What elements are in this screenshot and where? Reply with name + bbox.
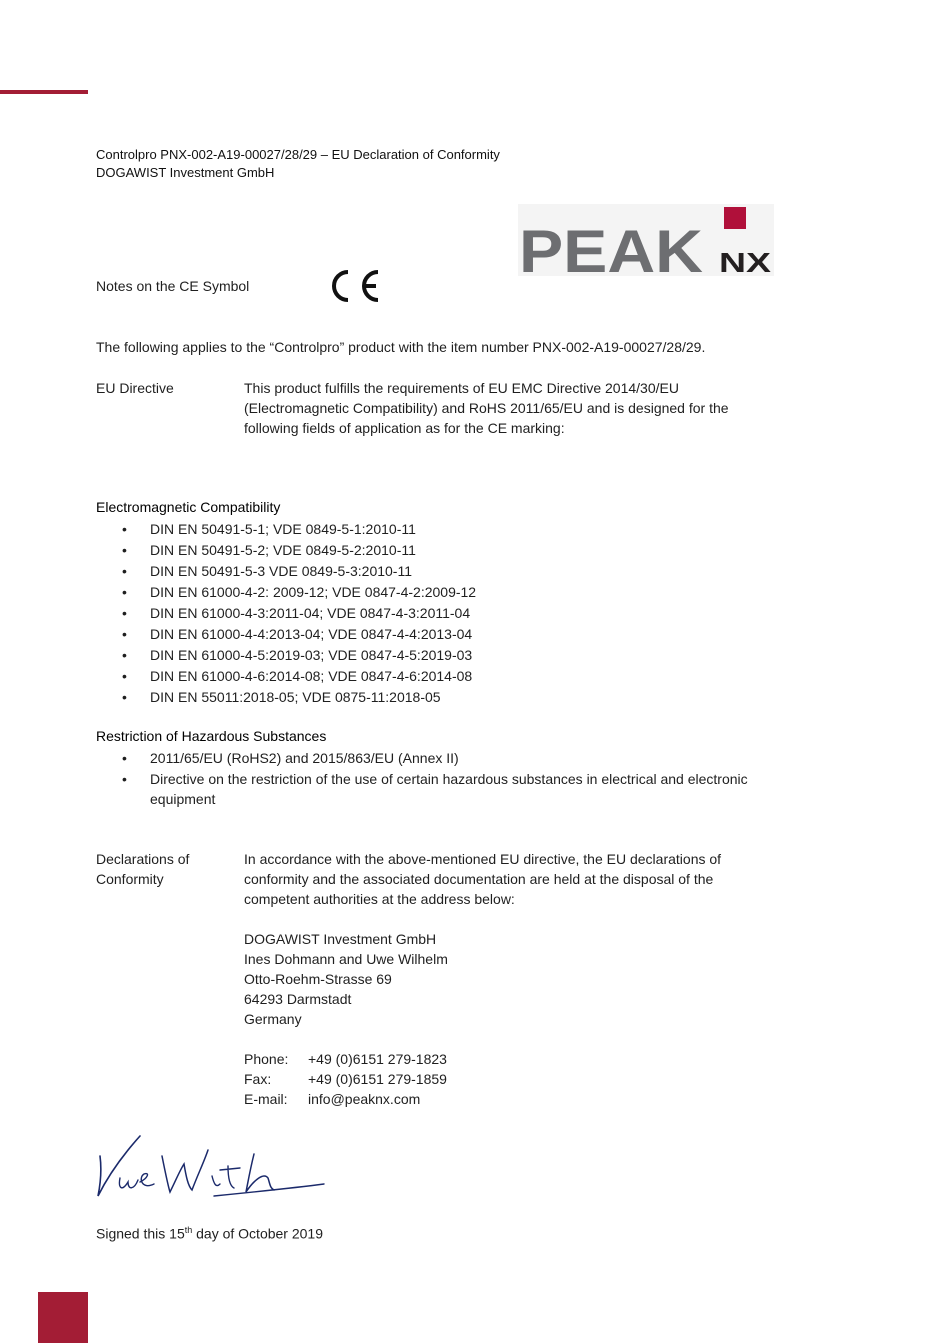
address-block: [244, 929, 774, 1029]
ce-mark-icon: [326, 266, 382, 306]
address-company: DOGAWIST Investment GmbH: [244, 931, 437, 947]
list-item: • DIN EN 61000-4-4:2013-04; VDE 0847-4-4:2013-04: [122, 626, 473, 642]
accent-block: [38, 1292, 88, 1343]
address-country: Germany: [244, 1011, 302, 1027]
list-item: • DIN EN 61000-4-6:2014-08; VDE 0847-4-6:2014-08: [122, 668, 473, 684]
ce-notes-label: Notes on the CE Symbol: [96, 278, 250, 294]
email-row: E-mail: info@peaknx.com: [244, 1091, 421, 1107]
handwritten-signature: [94, 1126, 330, 1206]
list-item: • DIN EN 61000-4-2: 2009-12; VDE 0847-4-2:2009-12: [122, 584, 477, 600]
list-item: • DIN EN 61000-4-3:2011-04; VDE 0847-4-3:2011-04: [122, 605, 471, 621]
address-city: 64293 Darmstadt: [244, 991, 352, 1007]
list-item: • DIN EN 50491-5-2; VDE 0849-5-2:2010-11: [122, 542, 416, 558]
list-item: • DIN EN 50491-5-3 VDE 0849-5-3:2010-11: [122, 563, 413, 579]
list-item: • DIN EN 61000-4-5:2019-03; VDE 0847-4-5:2019-03: [122, 647, 473, 663]
rohs-title: Restriction of Hazardous Substances: [96, 728, 327, 744]
emc-title: Electromagnetic Compatibility: [96, 499, 281, 515]
peaknx-logo: [518, 204, 774, 276]
document-header: [96, 146, 500, 182]
signed-date: Signed this 15th day of October 2019: [96, 1225, 324, 1242]
directive-label: EU Directive: [96, 380, 174, 396]
fax-row: Fax: +49 (0)6151 279-1859: [244, 1071, 447, 1087]
header-title: Controlpro PNX-002-A19-00027/28/29 – EU Declaration of Conformity: [96, 147, 500, 162]
phone-row: Phone: +49 (0)6151 279-1823: [244, 1051, 447, 1067]
declarations-text: In accordance with the above-mentioned EU directive, the EU declarations of conformity and the associated documentation are held at the disposal of the competent authorities at the address below:: [244, 851, 722, 907]
rohs-list: [116, 748, 750, 810]
list-item: • DIN EN 55011:2018-05; VDE 0875-11:2018-05: [122, 689, 441, 705]
address-contacts: Ines Dohmann and Uwe Wilhelm: [244, 951, 448, 967]
svg-text:NX: NX: [719, 247, 772, 276]
email-link[interactable]: info@peaknx.com: [308, 1091, 421, 1107]
intro-text: The following applies to the “Controlpro” product with the item number PNX-002-A19-00027/28/29.: [96, 339, 706, 355]
directive-text: This product fulfills the requirements of EU EMC Directive 2014/30/EU (Electromagnetic Compatibility) and RoHS 2011/65/EU and is designed for the following fields of application as for the CE marking:: [244, 380, 729, 436]
list-item: • Directive on the restriction of the use of certain hazardous substances in electrical and electronic equipment: [122, 771, 748, 807]
contact-block: [244, 1049, 774, 1109]
header-company: DOGAWIST Investment GmbH: [96, 165, 275, 180]
declarations-label: Declarations of Conformity: [96, 851, 190, 887]
emc-list: [116, 519, 476, 708]
list-item: • DIN EN 50491-5-1; VDE 0849-5-1:2010-11: [122, 521, 416, 537]
list-item: • 2011/65/EU (RoHS2) and 2015/863/EU (Annex II): [122, 750, 459, 766]
svg-text:PEAK: PEAK: [519, 218, 703, 276]
address-street: Otto-Roehm-Strasse 69: [244, 971, 392, 987]
accent-line: [0, 90, 88, 94]
